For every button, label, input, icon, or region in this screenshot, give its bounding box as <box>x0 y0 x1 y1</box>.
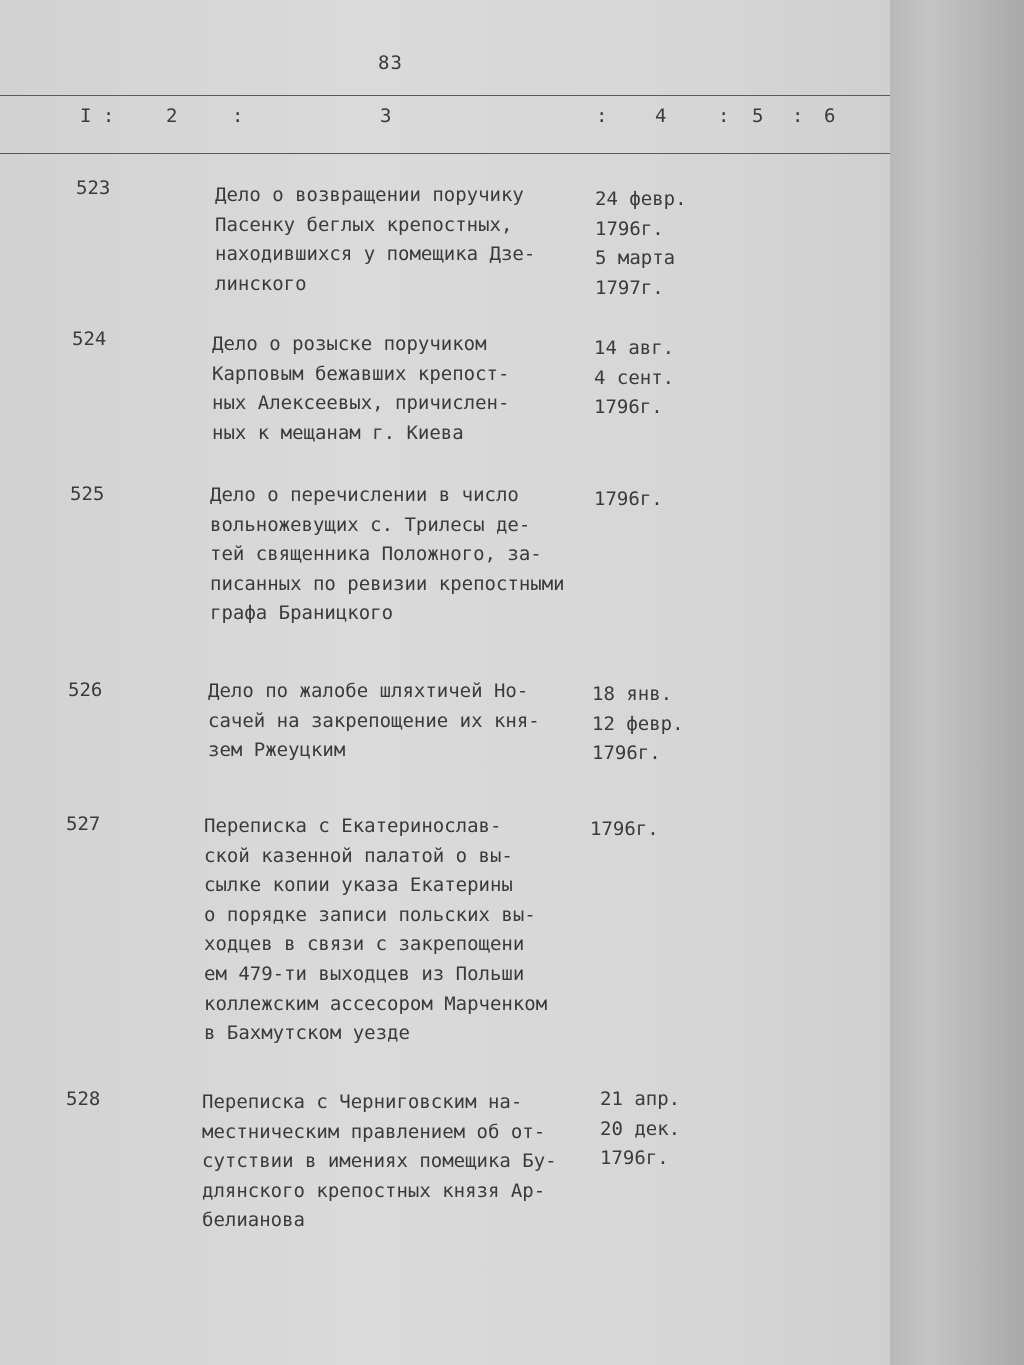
record-number: 527 <box>66 813 101 835</box>
record-description: Переписка с Екатеринослав- ской казенной палатой о вы- сылке копии указа Екатерины о порядке записи польских вы- ходцев в связи с закрепощени ем 479-ти выходцев из Польши коллежским ассесором Марченком в Бахмутском уезде <box>204 815 548 1045</box>
record-dates: 24 февр. 1796г. 5 марта 1797г. <box>595 188 687 299</box>
record-dates: 1796г. <box>590 818 659 840</box>
column-separator: : <box>718 105 730 127</box>
record-number: 524 <box>72 328 107 350</box>
record-description: Переписка с Черниговским на- местническим правлением об от- сутствии в имениях помещика Бу- длянского крепостных князя Ар- белианова <box>202 1091 557 1232</box>
record-dates: 18 янв. 12 февр. 1796г. <box>592 683 684 765</box>
column-header-6: 6 <box>824 105 836 127</box>
record-dates: 1796г. <box>594 488 663 510</box>
column-separator: : <box>232 105 244 127</box>
column-header-2: 2 <box>166 105 178 127</box>
column-header-4: 4 <box>655 105 667 127</box>
column-separator: : <box>792 105 804 127</box>
header-top-rule <box>0 95 890 96</box>
record-number: 526 <box>68 679 103 701</box>
page-edge-shadow <box>890 0 1024 1365</box>
record-description: Дело по жалобе шляхтичей Но- сачей на закрепощение их кня- зем Ржеуцким <box>208 680 540 762</box>
column-header-1: I : <box>80 105 115 127</box>
column-header-3: 3 <box>380 105 392 127</box>
record-description: Дело о возвращении поручику Пасенку беглых крепостных, находившихся у помещика Дзе- линского <box>215 184 536 295</box>
column-separator: : <box>596 105 608 127</box>
record-description: Дело о перечислении в число вольножевущих с. Трилесы де- тей священника Положного, за- писанных по ревизии крепостными графа Браницкого <box>210 484 565 625</box>
record-dates: 21 апр. 20 дек. 1796г. <box>600 1088 681 1170</box>
column-header-5: 5 <box>752 105 764 127</box>
record-number: 525 <box>70 483 105 505</box>
page-number: 83 <box>378 52 403 74</box>
record-description: Дело о розыске поручиком Карповым бежавших крепост- ных Алексеевых, причислен- ных к мещанам г. Киева <box>212 333 510 444</box>
header-bottom-rule <box>0 153 890 154</box>
record-dates: 14 авг. 4 сент. 1796г. <box>594 337 675 419</box>
record-number: 528 <box>66 1088 101 1110</box>
record-number: 523 <box>76 177 111 199</box>
